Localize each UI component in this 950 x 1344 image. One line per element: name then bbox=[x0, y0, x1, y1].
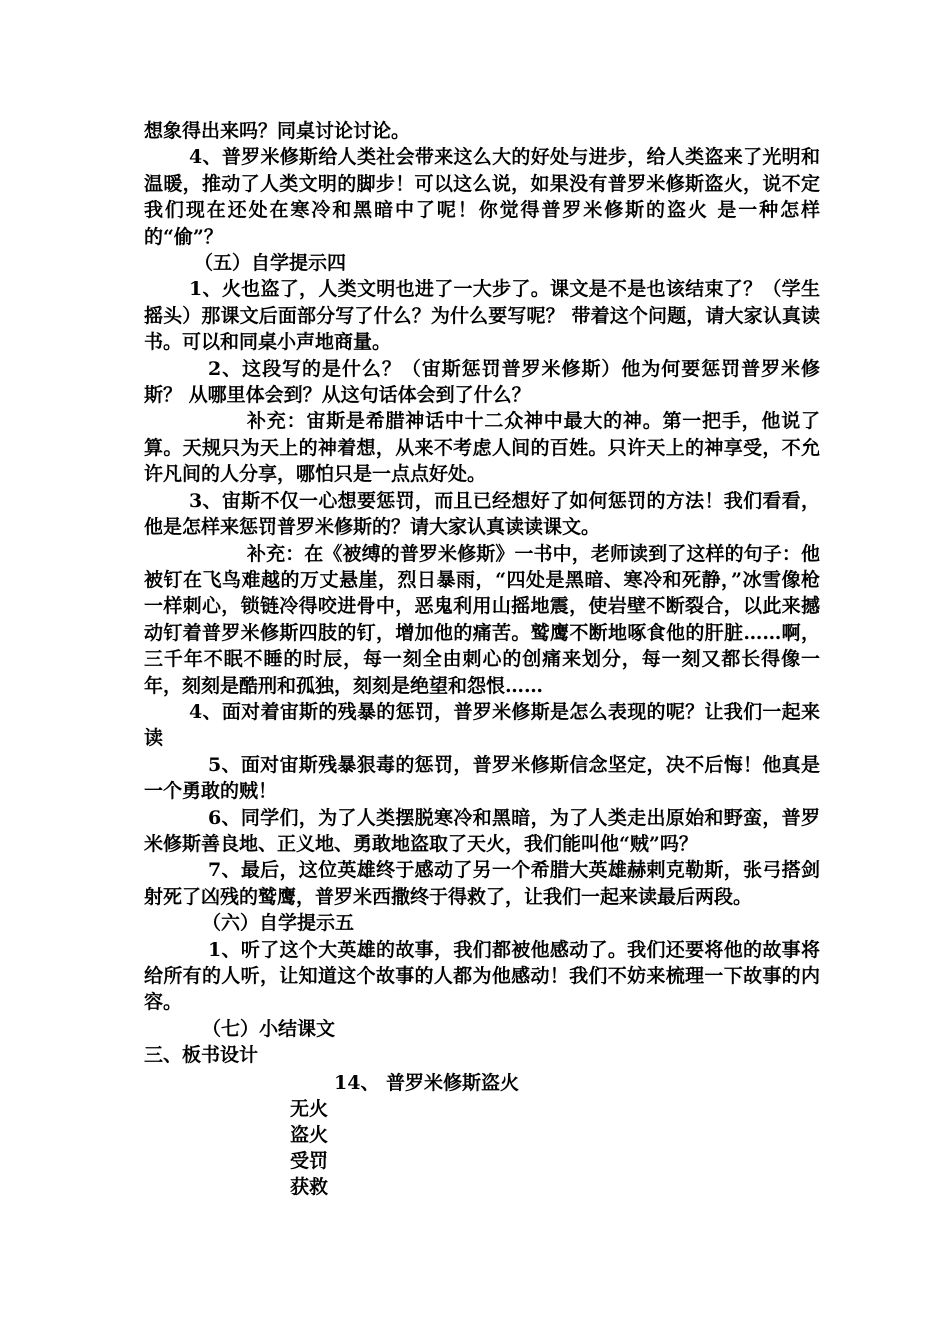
paragraph: 7、最后，这位英雄终于感动了另一个希腊大英雄赫剌克勒斯，张弓搭剑射死了凶残的鹫鹰，普罗米西撒终于得救了，让我们一起来读最后两段。 bbox=[144, 859, 820, 908]
section-heading: （六）自学提示五 bbox=[202, 912, 355, 935]
paragraph: 2、这段写的是什么？（宙斯惩罚普罗米修斯）他为何要惩罚普罗米修斯？ 从哪里体会到？从这句话体会到了什么？ bbox=[144, 357, 820, 407]
document-body bbox=[144, 118, 820, 1200]
section-heading: （七）小结课文 bbox=[202, 1017, 336, 1040]
paragraph: 5、面对宙斯残暴狠毒的惩罚，普罗米修斯信念坚定，决不后悔！他真是一个勇敢的贼！ bbox=[144, 753, 820, 803]
supplement-paragraph: 补充：宙斯是希腊神话中十二众神中最大的神。第一把手，他说了算。天规只为天上的神着想，从来不考虑人间的百姓。只许天上的神享受，不允许凡间的人分享，哪怕只是一点点好处。 bbox=[144, 410, 820, 486]
paragraph: 1、火也盗了，人类文明也进了一大步了。课文是不是也该结束了？（学生摇头）那课文后面部分写了什么？为什么要写呢？ 带着这个问题，请大家认真读书。可以和同桌小声地商量。 bbox=[144, 278, 820, 354]
board-item: 获救 bbox=[290, 1176, 329, 1199]
board-title: 14、 普罗米修斯盗火 bbox=[334, 1071, 520, 1094]
paragraph: 1、听了这个大英雄的故事，我们都被他感动了。我们还要将他的故事将给所有的人听，让知道这个故事的人都为他感动！我们不妨来梳理一下故事的内容。 bbox=[144, 938, 820, 1014]
paragraph: 6、同学们，为了人类摆脱寒冷和黑暗，为了人类走出原始和野蛮，普罗米修斯善良地、正义地、勇敢地盗取了天火，我们能叫他“贼”吗？ bbox=[144, 806, 820, 855]
paragraph: 3、宙斯不仅一心想要惩罚，而且已经想好了如何惩罚的方法！我们看看，他是怎样来惩罚普罗米修斯的？请大家认真读读课文。 bbox=[144, 489, 820, 539]
board-item: 盗火 bbox=[290, 1124, 329, 1147]
section-heading: 三、板书设计 bbox=[144, 1044, 259, 1067]
supplement-paragraph: 补充：在《被缚的普罗米修斯》一书中，老师读到了这样的句子：他被钉在飞鸟难越的万丈悬崖，烈日暴雨，“四处是黑暗、寒冷和死静，”冰雪像枪一样刺心，锁链冷得咬进骨中，恶鬼利用山摇地震，使岩壁不断裂合，以此来撼动钉着普罗米修斯四肢的钉，增加他的痛苦。鹫鹰不断地啄食他的肝脏……啊，三千年不眠不睡的时辰，每一刻全由刺心的创痛来划分，每一刻又都长得像一年，刻刻是酷刑和孤独，刻刻是绝望和怨恨…… bbox=[144, 542, 820, 697]
board-item: 受罚 bbox=[290, 1150, 329, 1173]
paragraph: 想象得出来吗？同桌讨论讨论。 bbox=[144, 120, 411, 142]
board-item: 无火 bbox=[290, 1098, 329, 1121]
paragraph: 4、面对着宙斯的残暴的惩罚，普罗米修斯是怎么表现的呢？让我们一起来读 bbox=[144, 700, 820, 750]
section-heading: （五）自学提示四 bbox=[194, 252, 347, 275]
paragraph: 4、普罗米修斯给人类社会带来这么大的好处与进步，给人类盗来了光明和温暖，推动了人类文明的脚步！可以这么说，如果没有普罗米修斯盗火，说不定我们现在还处在寒冷和黑暗中了呢！你觉得普罗米修斯的盗火 是一种怎样的“偷”？ bbox=[144, 146, 820, 248]
